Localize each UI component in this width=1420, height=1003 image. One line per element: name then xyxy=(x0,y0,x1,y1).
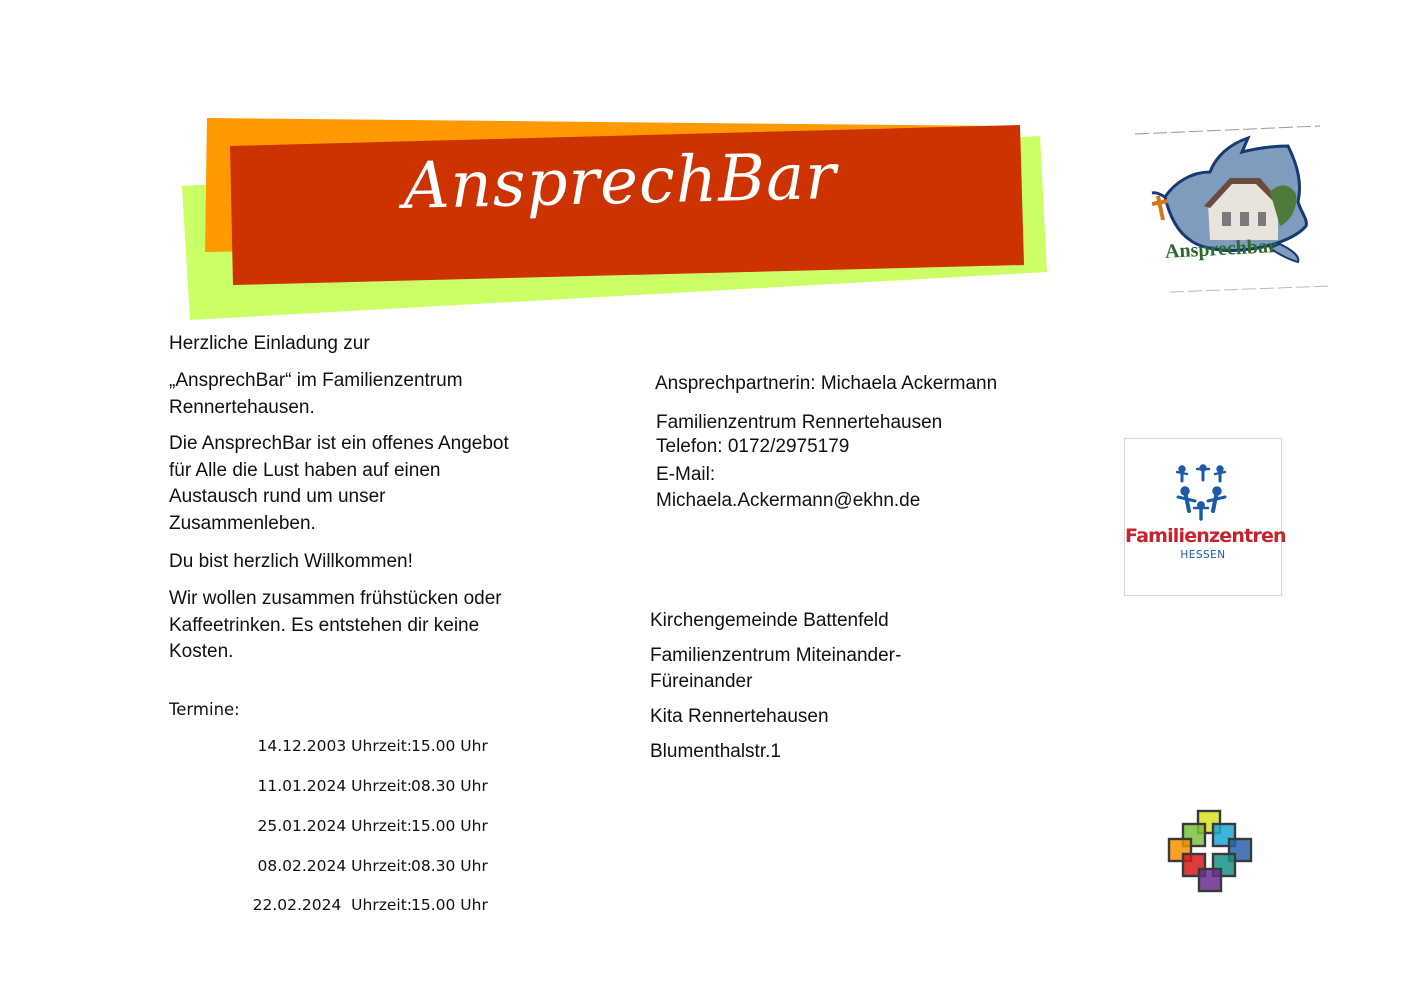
header-banner xyxy=(0,0,1080,330)
partner-church: Kirchengemeinde Battenfeld xyxy=(650,610,889,631)
intro-breakfast: Wir wollen zusammen frühstücken oder Kaffeetrinken. Es entstehen dir keine Kosten. xyxy=(169,588,502,662)
familienzentren-sub: HESSEN xyxy=(1180,549,1226,561)
ansprechbar-logo xyxy=(1130,122,1335,297)
contact-email[interactable]: Michaela.Ackermann@ekhn.de xyxy=(656,490,921,511)
church-logo xyxy=(1165,808,1257,898)
termin-date: 11.01.2024 Uhrzeit: xyxy=(257,777,412,795)
contact-org: Familienzentrum Rennertehausen xyxy=(656,412,943,433)
termine-label: Termine: xyxy=(169,700,240,719)
banner-title: AnsprechBar xyxy=(402,140,838,224)
ansprechbar-logo-text: Ansprechbar xyxy=(1164,235,1278,263)
termin-time: 08.30 Uhr xyxy=(411,777,488,795)
termin-row xyxy=(240,777,500,801)
partner-familienzentrum: Familienzentrum Miteinander- Füreinander xyxy=(650,645,902,692)
people-group-icon xyxy=(1125,439,1283,529)
termin-date: 14.12.2003 Uhrzeit: xyxy=(257,737,412,755)
intro-welcome: Du bist herzlich Willkommen! xyxy=(169,551,413,572)
termin-date: 25.01.2024 Uhrzeit: xyxy=(257,817,412,835)
contact-phone: Telefon: 0172/2975179 xyxy=(656,436,850,457)
termin-row xyxy=(240,896,500,920)
partner-kita: Kita Rennertehausen xyxy=(650,706,829,727)
intro-location: „AnsprechBar“ im Familienzentrum Rennertehausen. xyxy=(169,370,463,418)
familienzentren-name: Familienzentren xyxy=(1125,525,1286,547)
termin-time: 15.00 Uhr xyxy=(411,896,488,914)
intro-description: Die AnsprechBar ist ein offenes Angebot für Alle die Lust haben auf einen Austausch rund um unser Zusammenleben. xyxy=(169,433,509,534)
termin-date: 08.02.2024 Uhrzeit: xyxy=(257,857,412,875)
intro-invitation: Herzliche Einladung zur xyxy=(169,333,370,354)
termin-time: 08.30 Uhr xyxy=(411,857,488,875)
termin-date: 22.02.2024 Uhrzeit: xyxy=(252,896,412,914)
contact-email-label: E-Mail: xyxy=(656,464,716,485)
contact-person: Ansprechpartnerin: Michaela Ackermann xyxy=(655,373,998,394)
termin-row xyxy=(240,857,500,881)
termin-row xyxy=(240,737,500,761)
partner-address: Blumenthalstr.1 xyxy=(650,741,781,762)
termin-time: 15.00 Uhr xyxy=(411,737,488,755)
colored-squares-cross-icon xyxy=(1165,808,1257,898)
dove-with-cross-icon xyxy=(1130,122,1335,297)
termin-time: 15.00 Uhr xyxy=(411,817,488,835)
familienzentren-hessen-logo xyxy=(1124,438,1286,596)
termin-row xyxy=(240,817,500,841)
